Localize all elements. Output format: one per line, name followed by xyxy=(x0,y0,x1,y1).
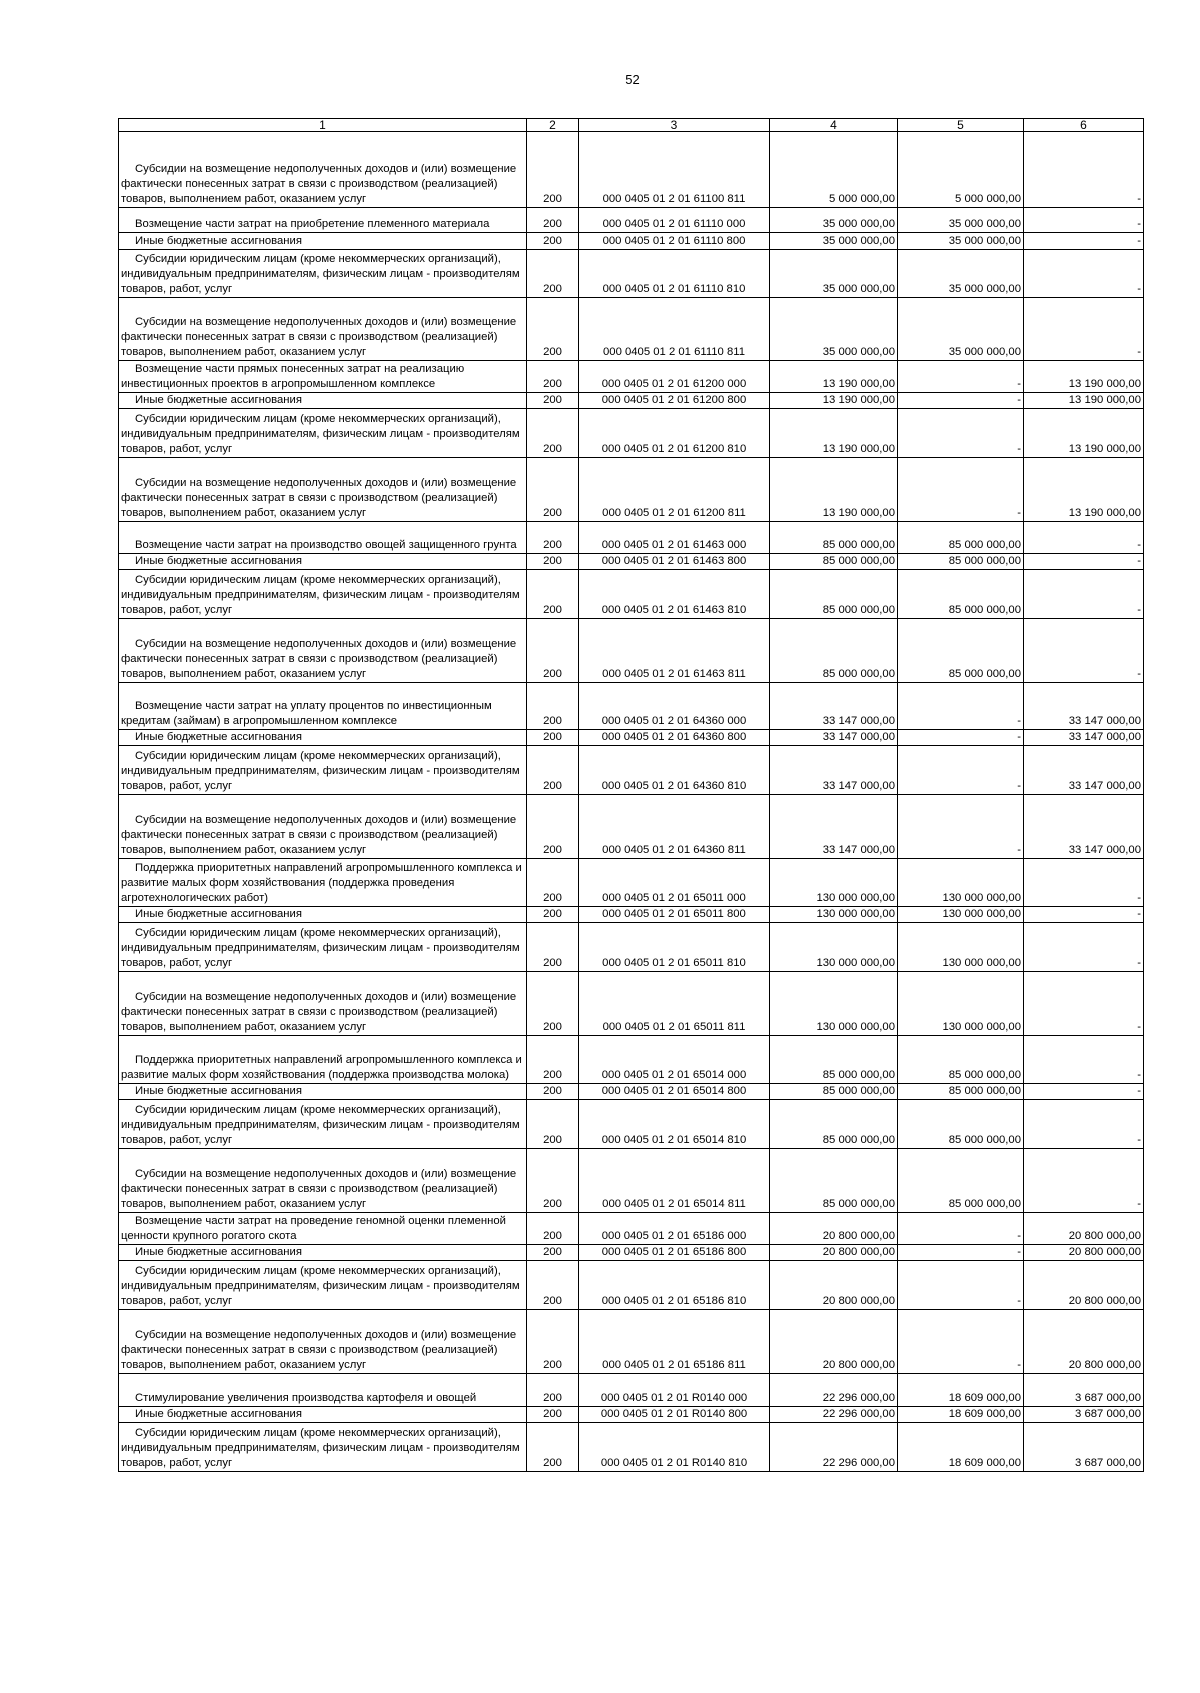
row-code-cell: 200 xyxy=(527,619,579,683)
row-col4-amount: 13 190 000,00 xyxy=(770,393,898,409)
row-classification-cell: 000 0405 01 2 01 61110 810 xyxy=(579,250,770,298)
row-classification-cell: 000 0405 01 2 01 65011 800 xyxy=(579,907,770,923)
row-col6-amount: 33 147 000,00 xyxy=(1024,746,1144,795)
row-col6-amount: - xyxy=(1024,554,1144,570)
row-name-text: Возмещение части затрат на уплату процентов по инвестиционным кредитам (займам) в агропромышленном комплексе xyxy=(121,700,492,727)
row-col4-amount: 85 000 000,00 xyxy=(770,1149,898,1213)
row-col5-amount: - xyxy=(898,393,1024,409)
row-classification-cell: 000 0405 01 2 01 61463 800 xyxy=(579,554,770,570)
row-classification-cell: 000 0405 01 2 01 65186 800 xyxy=(579,1245,770,1261)
row-name-text: Субсидии на возмещение недополученных доходов и (или) возмещение фактически понесенных затрат в связи с производством (реализацией) товаров, выполнением работ, оказанием услуг xyxy=(121,316,517,358)
row-col6-amount: - xyxy=(1024,522,1144,554)
row-name-text: Субсидии юридическим лицам (кроме некоммерческих организаций), индивидуальным предпринимателям, физическим лицам - производителям товаров, работ, услуг xyxy=(121,574,520,616)
row-col5-amount: 35 000 000,00 xyxy=(898,250,1024,298)
row-col6-amount: - xyxy=(1024,570,1144,619)
row-name-text: Субсидии на возмещение недополученных доходов и (или) возмещение фактически понесенных затрат в связи с производством (реализацией) товаров, выполнением работ, оказанием услуг xyxy=(121,814,517,856)
row-col6-amount: 3 687 000,00 xyxy=(1024,1423,1144,1472)
table-row xyxy=(119,1036,1144,1084)
row-col4-amount: 13 190 000,00 xyxy=(770,409,898,458)
row-name-cell xyxy=(119,1374,527,1407)
table-row xyxy=(119,730,1144,746)
row-col5-amount: 85 000 000,00 xyxy=(898,1036,1024,1084)
row-col4-amount: 20 800 000,00 xyxy=(770,1261,898,1310)
row-classification-cell: 000 0405 01 2 01 65186 810 xyxy=(579,1261,770,1310)
row-name-cell xyxy=(119,1036,527,1084)
header-col-3: 3 xyxy=(579,119,770,132)
row-classification-cell: 000 0405 01 2 01 61463 811 xyxy=(579,619,770,683)
row-code-cell: 200 xyxy=(527,1100,579,1149)
row-name-text: Возмещение части прямых понесенных затрат на реализацию инвестиционных проектов в агропромышленном комплексе xyxy=(121,363,465,390)
row-col6-amount: 20 800 000,00 xyxy=(1024,1310,1144,1374)
row-col5-amount: 85 000 000,00 xyxy=(898,570,1024,619)
table-row xyxy=(119,795,1144,859)
row-code-cell: 200 xyxy=(527,554,579,570)
row-col4-amount: 130 000 000,00 xyxy=(770,972,898,1036)
row-name-text: Иные бюджетные ассигнования xyxy=(135,1408,302,1420)
table-row xyxy=(119,570,1144,619)
row-col4-amount: 5 000 000,00 xyxy=(770,132,898,208)
row-col4-amount: 13 190 000,00 xyxy=(770,458,898,522)
row-name-cell xyxy=(119,1100,527,1149)
row-name-text: Поддержка приоритетных направлений агропромышленного комплекса и развитие малых форм хозяйствования (поддержка проведения агротехнологических работ) xyxy=(121,862,522,904)
row-col4-amount: 33 147 000,00 xyxy=(770,746,898,795)
table-row xyxy=(119,298,1144,361)
row-col6-amount: - xyxy=(1024,298,1144,361)
row-name-text: Субсидии юридическим лицам (кроме некоммерческих организаций), индивидуальным предпринимателям, физическим лицам - производителям товаров, работ, услуг xyxy=(121,1427,520,1469)
row-code-cell: 200 xyxy=(527,208,579,233)
row-code-cell: 200 xyxy=(527,1084,579,1100)
row-name-cell xyxy=(119,619,527,683)
row-col5-amount: 85 000 000,00 xyxy=(898,1149,1024,1213)
row-code-cell: 200 xyxy=(527,298,579,361)
row-code-cell: 200 xyxy=(527,923,579,972)
row-col5-amount: 35 000 000,00 xyxy=(898,298,1024,361)
row-col6-amount: 13 190 000,00 xyxy=(1024,458,1144,522)
table-row xyxy=(119,1310,1144,1374)
row-col5-amount: 18 609 000,00 xyxy=(898,1407,1024,1423)
row-col5-amount: 130 000 000,00 xyxy=(898,972,1024,1036)
table-row xyxy=(119,619,1144,683)
table-row xyxy=(119,1261,1144,1310)
row-col4-amount: 33 147 000,00 xyxy=(770,795,898,859)
row-col5-amount: - xyxy=(898,1245,1024,1261)
row-col6-amount: 13 190 000,00 xyxy=(1024,409,1144,458)
row-col6-amount: - xyxy=(1024,1149,1144,1213)
row-col6-amount: - xyxy=(1024,1036,1144,1084)
row-col4-amount: 35 000 000,00 xyxy=(770,233,898,250)
row-col6-amount: - xyxy=(1024,233,1144,250)
row-col4-amount: 22 296 000,00 xyxy=(770,1423,898,1472)
row-col6-amount: 13 190 000,00 xyxy=(1024,393,1144,409)
row-code-cell: 200 xyxy=(527,1213,579,1245)
table-row xyxy=(119,250,1144,298)
row-col5-amount: - xyxy=(898,1261,1024,1310)
row-name-text: Иные бюджетные ассигнования xyxy=(135,908,302,920)
table-row xyxy=(119,1213,1144,1245)
row-code-cell: 200 xyxy=(527,570,579,619)
row-classification-cell: 000 0405 01 2 01 61200 810 xyxy=(579,409,770,458)
row-name-cell xyxy=(119,1261,527,1310)
row-classification-cell: 000 0405 01 2 01 65014 811 xyxy=(579,1149,770,1213)
row-classification-cell: 000 0405 01 2 01 61200 800 xyxy=(579,393,770,409)
table-body xyxy=(119,132,1144,1472)
row-name-text: Возмещение части затрат на проведение геномной оценки племенной ценности крупного рогатого скота xyxy=(121,1215,506,1242)
row-col5-amount: - xyxy=(898,458,1024,522)
row-classification-cell: 000 0405 01 2 01 65186 811 xyxy=(579,1310,770,1374)
row-col5-amount: - xyxy=(898,1213,1024,1245)
row-classification-cell: 000 0405 01 2 01 61110 811 xyxy=(579,298,770,361)
row-name-cell xyxy=(119,1310,527,1374)
row-col4-amount: 35 000 000,00 xyxy=(770,250,898,298)
header-col-6: 6 xyxy=(1024,119,1144,132)
row-col6-amount: - xyxy=(1024,1084,1144,1100)
row-code-cell: 200 xyxy=(527,458,579,522)
row-name-text: Иные бюджетные ассигнования xyxy=(135,731,302,743)
row-col6-amount: - xyxy=(1024,972,1144,1036)
row-col5-amount: - xyxy=(898,683,1024,730)
row-col6-amount: 33 147 000,00 xyxy=(1024,683,1144,730)
row-classification-cell: 000 0405 01 2 01 R0140 800 xyxy=(579,1407,770,1423)
row-col6-amount: 13 190 000,00 xyxy=(1024,361,1144,393)
row-col5-amount: - xyxy=(898,361,1024,393)
row-code-cell: 200 xyxy=(527,393,579,409)
row-name-cell xyxy=(119,250,527,298)
row-col5-amount: 35 000 000,00 xyxy=(898,233,1024,250)
row-code-cell: 200 xyxy=(527,233,579,250)
row-name-cell xyxy=(119,907,527,923)
row-name-text: Субсидии на возмещение недополученных доходов и (или) возмещение фактически понесенных затрат в связи с производством (реализацией) товаров, выполнением работ, оказанием услуг xyxy=(121,477,517,519)
row-classification-cell: 000 0405 01 2 01 64360 810 xyxy=(579,746,770,795)
row-col4-amount: 85 000 000,00 xyxy=(770,1084,898,1100)
header-col-2: 2 xyxy=(527,119,579,132)
row-col4-amount: 35 000 000,00 xyxy=(770,208,898,233)
row-name-cell xyxy=(119,923,527,972)
row-name-cell xyxy=(119,730,527,746)
row-col6-amount: 33 147 000,00 xyxy=(1024,730,1144,746)
row-name-cell xyxy=(119,458,527,522)
row-name-cell xyxy=(119,1407,527,1423)
row-col5-amount: - xyxy=(898,730,1024,746)
row-name-text: Возмещение части затрат на производство овощей защищенного грунта xyxy=(135,539,517,551)
row-classification-cell: 000 0405 01 2 01 65011 000 xyxy=(579,859,770,907)
row-col6-amount: 20 800 000,00 xyxy=(1024,1261,1144,1310)
table-row xyxy=(119,522,1144,554)
row-name-text: Субсидии юридическим лицам (кроме некоммерческих организаций), индивидуальным предпринимателям, физическим лицам - производителям товаров, работ, услуг xyxy=(121,750,520,792)
row-classification-cell: 000 0405 01 2 01 65014 810 xyxy=(579,1100,770,1149)
row-col4-amount: 20 800 000,00 xyxy=(770,1213,898,1245)
row-name-cell xyxy=(119,570,527,619)
row-classification-cell: 000 0405 01 2 01 61200 811 xyxy=(579,458,770,522)
row-name-cell xyxy=(119,208,527,233)
row-classification-cell: 000 0405 01 2 01 61100 811 xyxy=(579,132,770,208)
row-classification-cell: 000 0405 01 2 01 61463 000 xyxy=(579,522,770,554)
row-name-text: Субсидии на возмещение недополученных доходов и (или) возмещение фактически понесенных затрат в связи с производством (реализацией) товаров, выполнением работ, оказанием услуг xyxy=(121,163,517,205)
row-code-cell: 200 xyxy=(527,972,579,1036)
row-col4-amount: 20 800 000,00 xyxy=(770,1310,898,1374)
row-col4-amount: 13 190 000,00 xyxy=(770,361,898,393)
row-col5-amount: - xyxy=(898,1310,1024,1374)
row-code-cell: 200 xyxy=(527,1407,579,1423)
row-col5-amount: 85 000 000,00 xyxy=(898,619,1024,683)
row-col4-amount: 130 000 000,00 xyxy=(770,907,898,923)
row-name-text: Субсидии юридическим лицам (кроме некоммерческих организаций), индивидуальным предпринимателям, физическим лицам - производителям товаров, работ, услуг xyxy=(121,413,520,455)
row-col5-amount: 85 000 000,00 xyxy=(898,522,1024,554)
row-name-cell xyxy=(119,1084,527,1100)
row-name-cell xyxy=(119,298,527,361)
row-code-cell: 200 xyxy=(527,795,579,859)
table-row xyxy=(119,923,1144,972)
row-name-cell xyxy=(119,859,527,907)
row-col5-amount: 18 609 000,00 xyxy=(898,1374,1024,1407)
row-name-cell xyxy=(119,746,527,795)
row-col6-amount: - xyxy=(1024,923,1144,972)
row-classification-cell: 000 0405 01 2 01 64360 000 xyxy=(579,683,770,730)
row-col4-amount: 130 000 000,00 xyxy=(770,923,898,972)
row-code-cell: 200 xyxy=(527,907,579,923)
row-classification-cell: 000 0405 01 2 01 65011 810 xyxy=(579,923,770,972)
row-name-cell xyxy=(119,554,527,570)
row-name-cell xyxy=(119,132,527,208)
row-code-cell: 200 xyxy=(527,1423,579,1472)
row-col6-amount: 33 147 000,00 xyxy=(1024,795,1144,859)
row-col5-amount: 130 000 000,00 xyxy=(898,907,1024,923)
budget-table-container xyxy=(118,118,1143,1472)
row-classification-cell: 000 0405 01 2 01 61200 000 xyxy=(579,361,770,393)
table-row xyxy=(119,683,1144,730)
row-classification-cell: 000 0405 01 2 01 61110 000 xyxy=(579,208,770,233)
row-classification-cell: 000 0405 01 2 01 65186 000 xyxy=(579,1213,770,1245)
row-name-cell xyxy=(119,1245,527,1261)
row-code-cell: 200 xyxy=(527,683,579,730)
row-col5-amount: 18 609 000,00 xyxy=(898,1423,1024,1472)
table-row xyxy=(119,361,1144,393)
table-row xyxy=(119,1084,1144,1100)
table-row xyxy=(119,907,1144,923)
table-row xyxy=(119,1100,1144,1149)
row-classification-cell: 000 0405 01 2 01 64360 811 xyxy=(579,795,770,859)
table-header xyxy=(119,119,1144,132)
row-classification-cell: 000 0405 01 2 01 61463 810 xyxy=(579,570,770,619)
table-row xyxy=(119,393,1144,409)
row-name-cell xyxy=(119,233,527,250)
table-row xyxy=(119,1149,1144,1213)
row-col5-amount: 85 000 000,00 xyxy=(898,1100,1024,1149)
budget-table xyxy=(118,118,1144,1472)
row-code-cell: 200 xyxy=(527,1149,579,1213)
row-col4-amount: 130 000 000,00 xyxy=(770,859,898,907)
row-code-cell: 200 xyxy=(527,250,579,298)
row-name-cell xyxy=(119,361,527,393)
row-name-cell xyxy=(119,393,527,409)
row-name-text: Иные бюджетные ассигнования xyxy=(135,1246,302,1258)
row-name-text: Субсидии юридическим лицам (кроме некоммерческих организаций), индивидуальным предпринимателям, физическим лицам - производителям товаров, работ, услуг xyxy=(121,1265,520,1307)
row-col6-amount: - xyxy=(1024,1100,1144,1149)
row-col4-amount: 22 296 000,00 xyxy=(770,1374,898,1407)
row-classification-cell: 000 0405 01 2 01 65014 000 xyxy=(579,1036,770,1084)
row-name-text: Субсидии на возмещение недополученных доходов и (или) возмещение фактически понесенных затрат в связи с производством (реализацией) товаров, выполнением работ, оказанием услуг xyxy=(121,991,517,1033)
row-name-cell xyxy=(119,522,527,554)
row-name-cell xyxy=(119,683,527,730)
row-col6-amount: 20 800 000,00 xyxy=(1024,1213,1144,1245)
row-code-cell: 200 xyxy=(527,522,579,554)
row-name-cell xyxy=(119,409,527,458)
row-col6-amount: - xyxy=(1024,907,1144,923)
table-row xyxy=(119,554,1144,570)
table-row xyxy=(119,409,1144,458)
row-col4-amount: 85 000 000,00 xyxy=(770,570,898,619)
row-col4-amount: 85 000 000,00 xyxy=(770,554,898,570)
row-col5-amount: 85 000 000,00 xyxy=(898,1084,1024,1100)
table-row xyxy=(119,1374,1144,1407)
row-name-text: Стимулирование увеличения производства картофеля и овощей xyxy=(135,1392,477,1404)
row-name-text: Субсидии юридическим лицам (кроме некоммерческих организаций), индивидуальным предпринимателям, физическим лицам - производителям товаров, работ, услуг xyxy=(121,927,520,969)
table-row xyxy=(119,458,1144,522)
row-code-cell: 200 xyxy=(527,1374,579,1407)
row-code-cell: 200 xyxy=(527,132,579,208)
table-row xyxy=(119,972,1144,1036)
row-col5-amount: 5 000 000,00 xyxy=(898,132,1024,208)
row-col4-amount: 20 800 000,00 xyxy=(770,1245,898,1261)
row-col4-amount: 85 000 000,00 xyxy=(770,619,898,683)
table-row xyxy=(119,1407,1144,1423)
row-col6-amount: - xyxy=(1024,859,1144,907)
row-col4-amount: 35 000 000,00 xyxy=(770,298,898,361)
row-col6-amount: - xyxy=(1024,250,1144,298)
header-row xyxy=(119,119,1144,132)
row-col4-amount: 85 000 000,00 xyxy=(770,522,898,554)
row-col5-amount: 35 000 000,00 xyxy=(898,208,1024,233)
row-name-text: Иные бюджетные ассигнования xyxy=(135,235,302,247)
row-name-cell xyxy=(119,972,527,1036)
row-col4-amount: 85 000 000,00 xyxy=(770,1036,898,1084)
row-classification-cell: 000 0405 01 2 01 R0140 810 xyxy=(579,1423,770,1472)
row-col6-amount: - xyxy=(1024,208,1144,233)
row-name-cell xyxy=(119,1149,527,1213)
row-col5-amount: 85 000 000,00 xyxy=(898,554,1024,570)
row-name-text: Субсидии юридическим лицам (кроме некоммерческих организаций), индивидуальным предпринимателям, физическим лицам - производителям товаров, работ, услуг xyxy=(121,1104,520,1146)
header-col-4: 4 xyxy=(770,119,898,132)
table-row xyxy=(119,132,1144,208)
row-name-text: Поддержка приоритетных направлений агропромышленного комплекса и развитие малых форм хозяйствования (поддержка производства молока) xyxy=(121,1054,522,1081)
row-name-cell xyxy=(119,1213,527,1245)
row-classification-cell: 000 0405 01 2 01 61110 800 xyxy=(579,233,770,250)
row-name-text: Иные бюджетные ассигнования xyxy=(135,1085,302,1097)
row-code-cell: 200 xyxy=(527,409,579,458)
row-name-cell xyxy=(119,1423,527,1472)
row-classification-cell: 000 0405 01 2 01 65014 800 xyxy=(579,1084,770,1100)
row-name-text: Субсидии на возмещение недополученных доходов и (или) возмещение фактически понесенных затрат в связи с производством (реализацией) товаров, выполнением работ, оказанием услуг xyxy=(121,1329,517,1371)
row-code-cell: 200 xyxy=(527,1310,579,1374)
row-col6-amount: - xyxy=(1024,132,1144,208)
row-col4-amount: 33 147 000,00 xyxy=(770,683,898,730)
table-row xyxy=(119,1423,1144,1472)
row-name-text: Субсидии юридическим лицам (кроме некоммерческих организаций), индивидуальным предпринимателям, физическим лицам - производителям товаров, работ, услуг xyxy=(121,253,520,295)
row-code-cell: 200 xyxy=(527,746,579,795)
header-col-5: 5 xyxy=(898,119,1024,132)
row-col6-amount: 3 687 000,00 xyxy=(1024,1407,1144,1423)
row-col5-amount: 130 000 000,00 xyxy=(898,859,1024,907)
page-number: 52 xyxy=(625,72,640,87)
row-name-text: Иные бюджетные ассигнования xyxy=(135,555,302,567)
row-code-cell: 200 xyxy=(527,1036,579,1084)
row-name-cell xyxy=(119,795,527,859)
row-col5-amount: - xyxy=(898,409,1024,458)
header-col-1: 1 xyxy=(119,119,527,132)
row-code-cell: 200 xyxy=(527,859,579,907)
row-code-cell: 200 xyxy=(527,730,579,746)
row-name-text: Иные бюджетные ассигнования xyxy=(135,394,302,406)
row-col6-amount: - xyxy=(1024,619,1144,683)
row-col6-amount: 3 687 000,00 xyxy=(1024,1374,1144,1407)
row-code-cell: 200 xyxy=(527,1245,579,1261)
row-col6-amount: 20 800 000,00 xyxy=(1024,1245,1144,1261)
row-code-cell: 200 xyxy=(527,361,579,393)
row-code-cell: 200 xyxy=(527,1261,579,1310)
row-col5-amount: - xyxy=(898,795,1024,859)
row-classification-cell: 000 0405 01 2 01 64360 800 xyxy=(579,730,770,746)
row-col4-amount: 22 296 000,00 xyxy=(770,1407,898,1423)
table-row xyxy=(119,233,1144,250)
table-row xyxy=(119,1245,1144,1261)
table-row xyxy=(119,859,1144,907)
table-row xyxy=(119,746,1144,795)
row-col5-amount: 130 000 000,00 xyxy=(898,923,1024,972)
row-classification-cell: 000 0405 01 2 01 R0140 000 xyxy=(579,1374,770,1407)
row-classification-cell: 000 0405 01 2 01 65011 811 xyxy=(579,972,770,1036)
row-col4-amount: 85 000 000,00 xyxy=(770,1100,898,1149)
table-row xyxy=(119,208,1144,233)
row-col5-amount: - xyxy=(898,746,1024,795)
row-col4-amount: 33 147 000,00 xyxy=(770,730,898,746)
row-name-text: Субсидии на возмещение недополученных доходов и (или) возмещение фактически понесенных затрат в связи с производством (реализацией) товаров, выполнением работ, оказанием услуг xyxy=(121,638,517,680)
row-name-text: Возмещение части затрат на приобретение племенного материала xyxy=(135,218,490,230)
row-name-text: Субсидии на возмещение недополученных доходов и (или) возмещение фактически понесенных затрат в связи с производством (реализацией) товаров, выполнением работ, оказанием услуг xyxy=(121,1168,517,1210)
